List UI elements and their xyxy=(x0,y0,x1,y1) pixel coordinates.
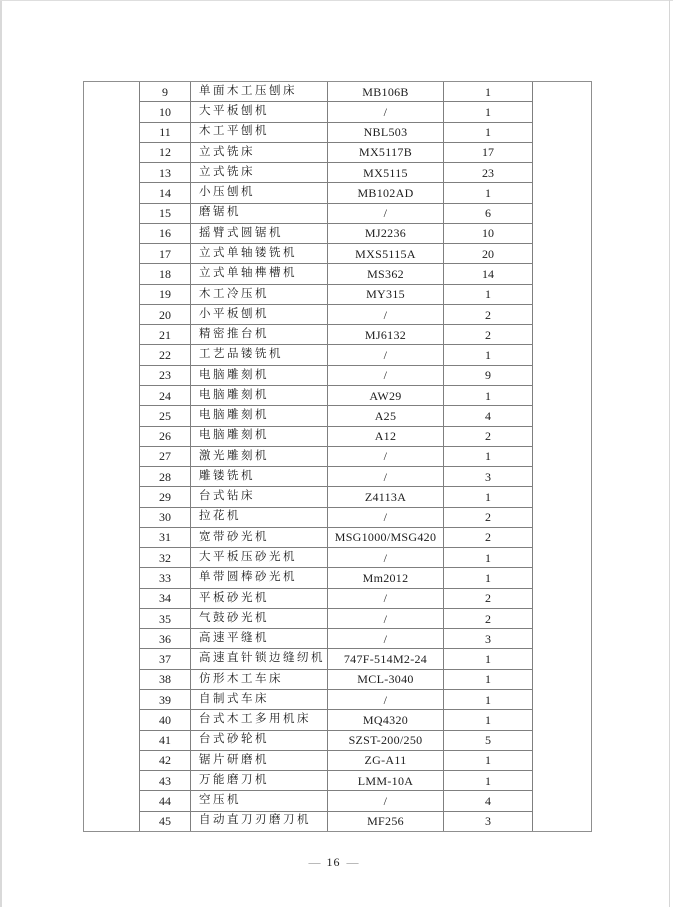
row-number-cell: 37 xyxy=(140,649,191,668)
row-number-cell: 10 xyxy=(140,102,191,121)
model-cell: / xyxy=(328,548,444,567)
row-number-cell: 28 xyxy=(140,467,191,486)
table-row xyxy=(140,487,532,507)
model-cell: Mm2012 xyxy=(328,568,444,587)
model-cell: SZST-200/250 xyxy=(328,731,444,750)
quantity-cell: 4 xyxy=(485,408,491,423)
row-number-cell: 40 xyxy=(140,710,191,729)
quantity-cell: 1 xyxy=(485,84,491,99)
equipment-name-cell: 小平板刨机 xyxy=(191,305,328,324)
page-number: 16 xyxy=(326,855,341,869)
equipment-name-cell: 电脑雕刻机 xyxy=(191,427,328,446)
table-row xyxy=(140,629,532,649)
scan-edge-right xyxy=(669,0,670,907)
row-number-cell: 34 xyxy=(140,589,191,608)
table-row xyxy=(140,751,532,771)
equipment-name-cell: 精密推台机 xyxy=(191,325,328,344)
equipment-name-cell: 电脑雕刻机 xyxy=(191,406,328,425)
row-number-cell: 39 xyxy=(140,690,191,709)
model-cell: / xyxy=(328,366,444,385)
model-cell: / xyxy=(328,508,444,527)
table-row xyxy=(140,82,532,102)
table-row xyxy=(140,568,532,588)
quantity-cell: 1 xyxy=(485,348,491,363)
row-number-cell: 45 xyxy=(140,812,191,831)
row-number-cell: 13 xyxy=(140,163,191,182)
quantity-cell: 14 xyxy=(482,267,494,282)
model-cell: / xyxy=(328,345,444,364)
equipment-name-cell: 大平板刨机 xyxy=(191,102,328,121)
quantity-cell: 2 xyxy=(485,591,491,606)
table-row xyxy=(140,366,532,386)
quantity-cell: 1 xyxy=(485,672,491,687)
row-number-cell: 33 xyxy=(140,568,191,587)
table-row xyxy=(140,649,532,669)
model-cell: MF256 xyxy=(328,812,444,831)
equipment-name-cell: 锯片研磨机 xyxy=(191,751,328,770)
quantity-cell: 1 xyxy=(485,489,491,504)
equipment-name-cell: 台式木工多用机床 xyxy=(191,710,328,729)
quantity-cell: 1 xyxy=(485,550,491,565)
page-footer xyxy=(0,855,667,870)
model-cell: 747F-514M2-24 xyxy=(328,649,444,668)
quantity-cell: 1 xyxy=(485,388,491,403)
table-row xyxy=(140,386,532,406)
scan-edge-left xyxy=(0,0,2,907)
table-row xyxy=(140,163,532,183)
table-row xyxy=(140,285,532,305)
row-number-cell: 27 xyxy=(140,447,191,466)
table-row xyxy=(140,102,532,122)
equipment-name-cell: 自动直刀刃磨刀机 xyxy=(191,812,328,831)
table-row xyxy=(140,690,532,710)
equipment-name-cell: 木工平刨机 xyxy=(191,123,328,142)
model-cell: MB106B xyxy=(328,82,444,101)
table-row xyxy=(140,224,532,244)
table-rows xyxy=(140,82,532,831)
model-cell: A12 xyxy=(328,427,444,446)
equipment-name-cell: 万能磨刀机 xyxy=(191,771,328,790)
model-cell: AW29 xyxy=(328,386,444,405)
quantity-cell: 1 xyxy=(485,104,491,119)
quantity-cell: 9 xyxy=(485,368,491,383)
table-row xyxy=(140,204,532,224)
quantity-cell: 2 xyxy=(485,429,491,444)
model-cell: / xyxy=(328,204,444,223)
equipment-name-cell: 磨锯机 xyxy=(191,204,328,223)
table-row xyxy=(140,731,532,751)
model-cell: MB102AD xyxy=(328,183,444,202)
model-cell: NBL503 xyxy=(328,123,444,142)
row-number-cell: 9 xyxy=(140,82,191,101)
equipment-name-cell: 立式铣床 xyxy=(191,143,328,162)
quantity-cell: 1 xyxy=(485,692,491,707)
equipment-name-cell: 单带圆棒砂光机 xyxy=(191,568,328,587)
table-row xyxy=(140,305,532,325)
table-row xyxy=(140,325,532,345)
model-cell: / xyxy=(328,690,444,709)
table-row xyxy=(140,427,532,447)
model-cell: / xyxy=(328,467,444,486)
table-row xyxy=(140,791,532,811)
model-cell: MXS5115A xyxy=(328,244,444,263)
quantity-cell: 1 xyxy=(485,185,491,200)
row-number-cell: 23 xyxy=(140,366,191,385)
table-row xyxy=(140,589,532,609)
equipment-table xyxy=(83,81,592,832)
quantity-cell: 1 xyxy=(485,125,491,140)
table-row xyxy=(140,508,532,528)
equipment-name-cell: 高速直针锁边缝纫机 xyxy=(191,649,328,668)
table-row xyxy=(140,771,532,791)
equipment-name-cell: 工艺品镂铣机 xyxy=(191,345,328,364)
table-row xyxy=(140,345,532,365)
model-cell: MX5117B xyxy=(328,143,444,162)
quantity-cell: 1 xyxy=(485,449,491,464)
equipment-name-cell: 宽带砂光机 xyxy=(191,528,328,547)
table-row xyxy=(140,528,532,548)
quantity-cell: 2 xyxy=(485,327,491,342)
quantity-cell: 1 xyxy=(485,773,491,788)
row-number-cell: 30 xyxy=(140,508,191,527)
row-number-cell: 35 xyxy=(140,609,191,628)
equipment-name-cell: 激光雕刻机 xyxy=(191,447,328,466)
equipment-name-cell: 仿形木工车床 xyxy=(191,670,328,689)
table-row xyxy=(140,183,532,203)
model-cell: / xyxy=(328,102,444,121)
row-number-cell: 16 xyxy=(140,224,191,243)
equipment-name-cell: 雕镂铣机 xyxy=(191,467,328,486)
footer-left-dash: — xyxy=(308,855,321,869)
table-row xyxy=(140,447,532,467)
model-cell: ZG-A11 xyxy=(328,751,444,770)
equipment-name-cell: 单面木工压刨床 xyxy=(191,82,328,101)
merged-right-cell xyxy=(532,82,591,831)
row-number-cell: 42 xyxy=(140,751,191,770)
model-cell: Z4113A xyxy=(328,487,444,506)
table-row xyxy=(140,264,532,284)
model-cell: MX5115 xyxy=(328,163,444,182)
equipment-name-cell: 小压刨机 xyxy=(191,183,328,202)
scan-edge-top xyxy=(0,0,673,1)
row-number-cell: 32 xyxy=(140,548,191,567)
model-cell: / xyxy=(328,447,444,466)
row-number-cell: 25 xyxy=(140,406,191,425)
equipment-name-cell: 气鼓砂光机 xyxy=(191,609,328,628)
model-cell: MJ2236 xyxy=(328,224,444,243)
quantity-cell: 6 xyxy=(485,206,491,221)
model-cell: LMM-10A xyxy=(328,771,444,790)
equipment-name-cell: 立式单轴榫槽机 xyxy=(191,264,328,283)
table-row xyxy=(140,670,532,690)
model-cell: MY315 xyxy=(328,285,444,304)
model-cell: MS362 xyxy=(328,264,444,283)
row-number-cell: 31 xyxy=(140,528,191,547)
quantity-cell: 5 xyxy=(485,733,491,748)
quantity-cell: 1 xyxy=(485,652,491,667)
quantity-cell: 1 xyxy=(485,712,491,727)
quantity-cell: 1 xyxy=(485,287,491,302)
quantity-cell: 2 xyxy=(485,611,491,626)
merged-left-cell xyxy=(84,82,140,831)
quantity-cell: 10 xyxy=(482,226,494,241)
quantity-cell: 4 xyxy=(485,793,491,808)
equipment-name-cell: 电脑雕刻机 xyxy=(191,386,328,405)
equipment-name-cell: 立式单轴镂铣机 xyxy=(191,244,328,263)
equipment-name-cell: 自制式车床 xyxy=(191,690,328,709)
equipment-name-cell: 拉花机 xyxy=(191,508,328,527)
row-number-cell: 24 xyxy=(140,386,191,405)
equipment-name-cell: 木工冷压机 xyxy=(191,285,328,304)
equipment-name-cell: 台式砂轮机 xyxy=(191,731,328,750)
model-cell: / xyxy=(328,629,444,648)
table-row xyxy=(140,467,532,487)
equipment-name-cell: 平板砂光机 xyxy=(191,589,328,608)
quantity-cell: 3 xyxy=(485,469,491,484)
row-number-cell: 36 xyxy=(140,629,191,648)
row-number-cell: 26 xyxy=(140,427,191,446)
table-row xyxy=(140,710,532,730)
row-number-cell: 44 xyxy=(140,791,191,810)
quantity-cell: 3 xyxy=(485,814,491,829)
model-cell: / xyxy=(328,305,444,324)
equipment-name-cell: 大平板压砂光机 xyxy=(191,548,328,567)
model-cell: / xyxy=(328,589,444,608)
quantity-cell: 20 xyxy=(482,246,494,261)
table-row xyxy=(140,143,532,163)
row-number-cell: 43 xyxy=(140,771,191,790)
row-number-cell: 15 xyxy=(140,204,191,223)
row-number-cell: 38 xyxy=(140,670,191,689)
model-cell: MSG1000/MSG420 xyxy=(328,528,444,547)
row-number-cell: 29 xyxy=(140,487,191,506)
row-number-cell: 22 xyxy=(140,345,191,364)
row-number-cell: 12 xyxy=(140,143,191,162)
table-row xyxy=(140,123,532,143)
quantity-cell: 2 xyxy=(485,307,491,322)
table-row xyxy=(140,244,532,264)
row-number-cell: 41 xyxy=(140,731,191,750)
row-number-cell: 21 xyxy=(140,325,191,344)
row-number-cell: 17 xyxy=(140,244,191,263)
table-row xyxy=(140,812,532,831)
footer-right-dash: — xyxy=(346,855,359,869)
row-number-cell: 18 xyxy=(140,264,191,283)
row-number-cell: 11 xyxy=(140,123,191,142)
model-cell: MQ4320 xyxy=(328,710,444,729)
equipment-name-cell: 台式钻床 xyxy=(191,487,328,506)
quantity-cell: 2 xyxy=(485,510,491,525)
quantity-cell: 1 xyxy=(485,753,491,768)
row-number-cell: 20 xyxy=(140,305,191,324)
equipment-name-cell: 空压机 xyxy=(191,791,328,810)
table-row xyxy=(140,548,532,568)
equipment-name-cell: 高速平缝机 xyxy=(191,629,328,648)
quantity-cell: 1 xyxy=(485,571,491,585)
model-cell: MJ6132 xyxy=(328,325,444,344)
quantity-cell: 3 xyxy=(485,631,491,646)
quantity-cell: 2 xyxy=(485,530,491,545)
quantity-cell: 17 xyxy=(482,145,494,160)
quantity-cell: 23 xyxy=(482,165,494,180)
equipment-name-cell: 摇臂式圆锯机 xyxy=(191,224,328,243)
model-cell: MCL-3040 xyxy=(328,670,444,689)
model-cell: A25 xyxy=(328,406,444,425)
model-cell: / xyxy=(328,791,444,810)
model-cell: / xyxy=(328,609,444,628)
table-row xyxy=(140,609,532,629)
equipment-name-cell: 立式铣床 xyxy=(191,163,328,182)
row-number-cell: 14 xyxy=(140,183,191,202)
equipment-name-cell: 电脑雕刻机 xyxy=(191,366,328,385)
table-row xyxy=(140,406,532,426)
row-number-cell: 19 xyxy=(140,285,191,304)
